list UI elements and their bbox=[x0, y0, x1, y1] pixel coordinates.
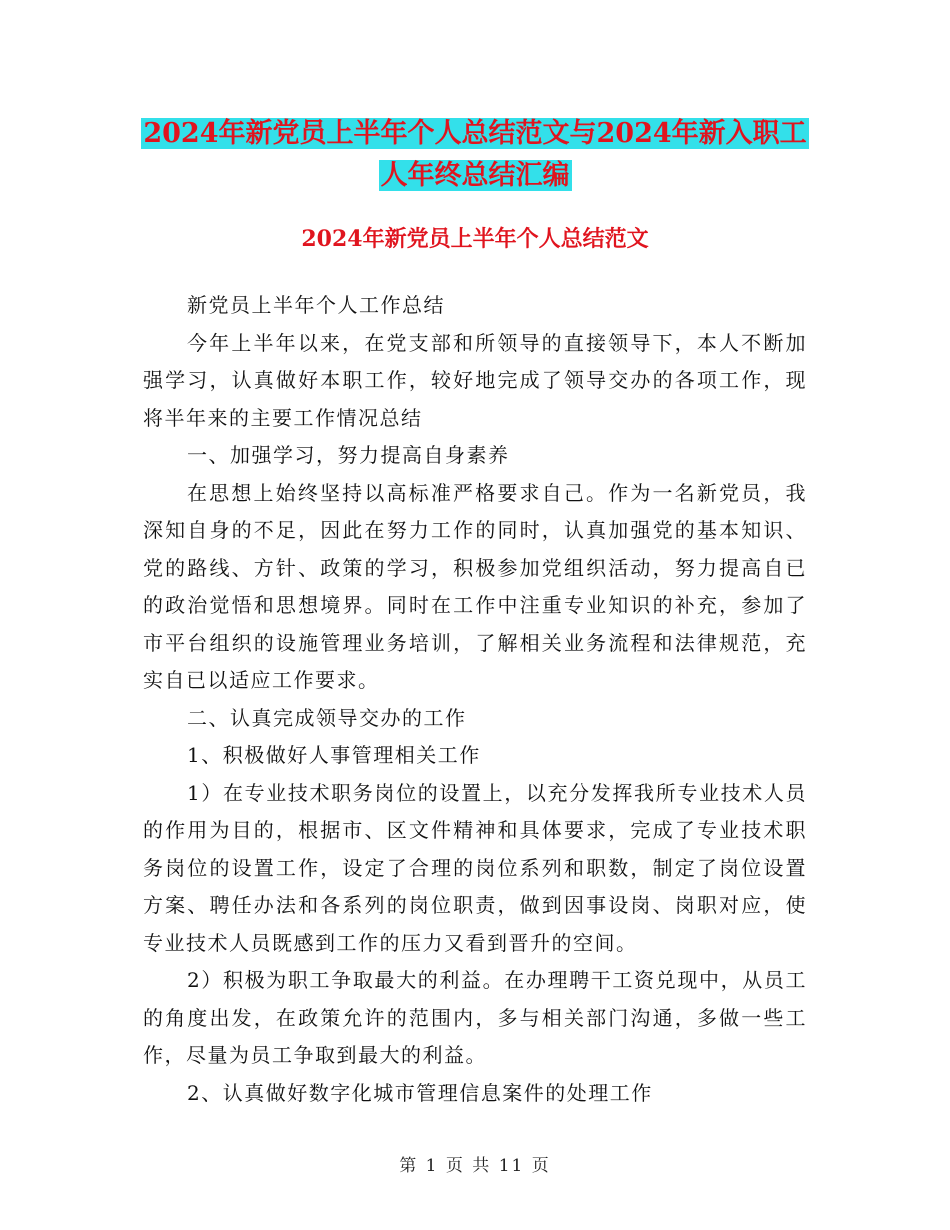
subheading-hr: 1、积极做好人事管理相关工作 bbox=[187, 743, 481, 767]
document-title-line-2 bbox=[0, 155, 950, 197]
heading-study: 一、加强学习，努力提高自身素养 bbox=[187, 443, 510, 467]
section-title: 2024年新党员上半年个人总结范文 bbox=[301, 226, 649, 252]
page-footer: 第 1 页 共 11 页 bbox=[399, 1156, 551, 1176]
paragraph-study: 在思想上始终坚持以高标准严格要求自己。作为一名新党员，我深知自身的不足，因此在努力工作的同时，认真加强党的基本知识、党的路线、方针、政策的学习，积极参加党组织活动，努力提高自已的政治觉悟和思想境界。同时在工作中注重专业知识的补充，参加了市平台组织的设施管理业务培训，了解相关业务流程和法律规范，充实自已以适应工作要求。 bbox=[143, 480, 807, 692]
document-body bbox=[143, 287, 807, 1112]
heading-tasks: 二、认真完成领导交办的工作 bbox=[187, 705, 467, 730]
subheading-digital-city: 2、认真做好数字化城市管理信息案件的处理工作 bbox=[187, 1080, 653, 1105]
document-title-text-2: 人年终总结汇编 bbox=[380, 160, 570, 191]
paragraph-hr-1: 1）在专业技术职务岗位的设置上，以充分发挥我所专业技术人员的作用为目的，根据市、区文件精神和具体要求，完成了专业技术职务岗位的设置工作，设定了合理的岗位系列和职数，制定了岗位设置方案、聘任办法和各系列的岗位职责，做到因事设岗、岗职对应，使专业技术人员既感到工作的压力又看到晋升的空间。 bbox=[143, 780, 807, 955]
paragraph-hr-2: 2）积极为职工争取最大的利益。在办理聘干工资兑现中，从员工的角度出发，在政策允许的范围内，多与相关部门沟通，多做一些工作，尽量为员工争取到最大的利益。 bbox=[143, 968, 807, 1067]
paragraph-subtitle: 新党员上半年个人工作总结 bbox=[187, 293, 445, 317]
paragraph-intro: 今年上半年以来，在党支部和所领导的直接领导下，本人不断加强学习，认真做好本职工作，较好地完成了领导交办的各项工作，现将半年来的主要工作情况总结 bbox=[143, 330, 807, 430]
document-title-text-1: 2024年新党员上半年个人总结范文与2024年新入职工 bbox=[143, 118, 807, 149]
document-title-line-1 bbox=[0, 113, 950, 155]
